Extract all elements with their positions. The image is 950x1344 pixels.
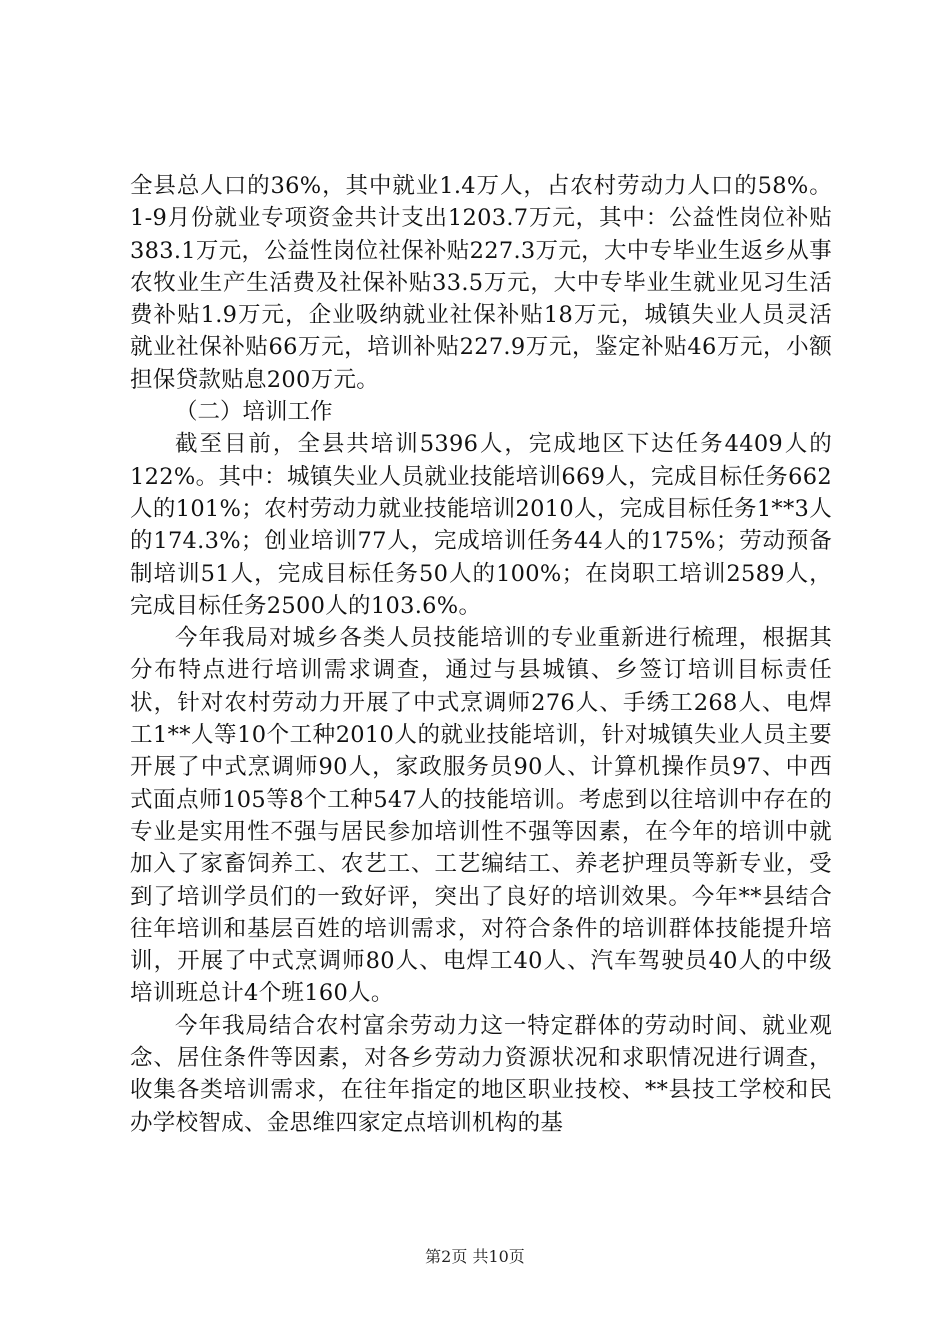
paragraph-rural-labor: 今年我局结合农村富余劳动力这一特定群体的劳动时间、就业观念、居住条件等因素，对各乡劳动力资源状况和求职情况进行调查，收集各类培训需求，在往年指定的地区职业技校、**县技工学校和民办学校智成、金思维四家定点培训机构的基: [130, 1012, 832, 1136]
document-page: [130, 170, 832, 1139]
section-heading: （二）培训工作: [175, 399, 333, 426]
paragraph-training-summary: 截至目前，全县共培训5396人，完成地区下达任务4409人的122%。其中：城镇失业人员就业技能培训669人，完成目标任务662人的101%；农村劳动力就业技能培训2010人，完成目标任务1**3人的174.3%；创业培训77人，完成培训任务44人的175%；劳动预备制培训51人，完成目标任务50人的100%；在岗职工培训2589人，完成目标任务2500人的103.6%。: [130, 431, 832, 619]
paragraph-continued: 全县总人口的36%，其中就业1.4万人，占农村劳动力人口的58%。1-9月份就业专项资金共计支出1203.7万元，其中：公益性岗位补贴383.1万元，公益性岗位社保补贴227.3万元，大中专毕业生返乡从事农牧业生产生活费及社保补贴33.5万元，大中专毕业生就业见习生活费补贴1.9万元，企业吸纳就业社保补贴18万元，城镇失业人员灵活就业社保补贴66万元，培训补贴227.9万元，鉴定补贴46万元，小额担保贷款贴息200万元。: [130, 173, 832, 393]
page-number-footer: 第2页 共10页: [425, 1247, 525, 1266]
paragraph-training-programs: 今年我局对城乡各类人员技能培训的专业重新进行梳理，根据其分布特点进行培训需求调查，通过与县城镇、乡签订培训目标责任状，针对农村劳动力开展了中式烹调师276人、手绣工268人、电焊工1**人等10个工种2010人的就业技能培训，针对城镇失业人员主要开展了中式烹调师90人，家政服务员90人、计算机操作员97、中西式面点师105等8个工种547人的技能培训。考虑到以往培训中存在的专业是实用性不强与居民参加培训性不强等因素，在今年的培训中就加入了家畜饲养工、农艺工、工艺编结工、养老护理员等新专业，受到了培训学员们的一致好评，突出了良好的培训效果。今年**县结合往年培训和基层百姓的培训需求，对符合条件的培训群体技能提升培训，开展了中式烹调师80人、电焊工40人、汽车驾驶员40人的中级培训班总计4个班160人。: [130, 625, 832, 1007]
